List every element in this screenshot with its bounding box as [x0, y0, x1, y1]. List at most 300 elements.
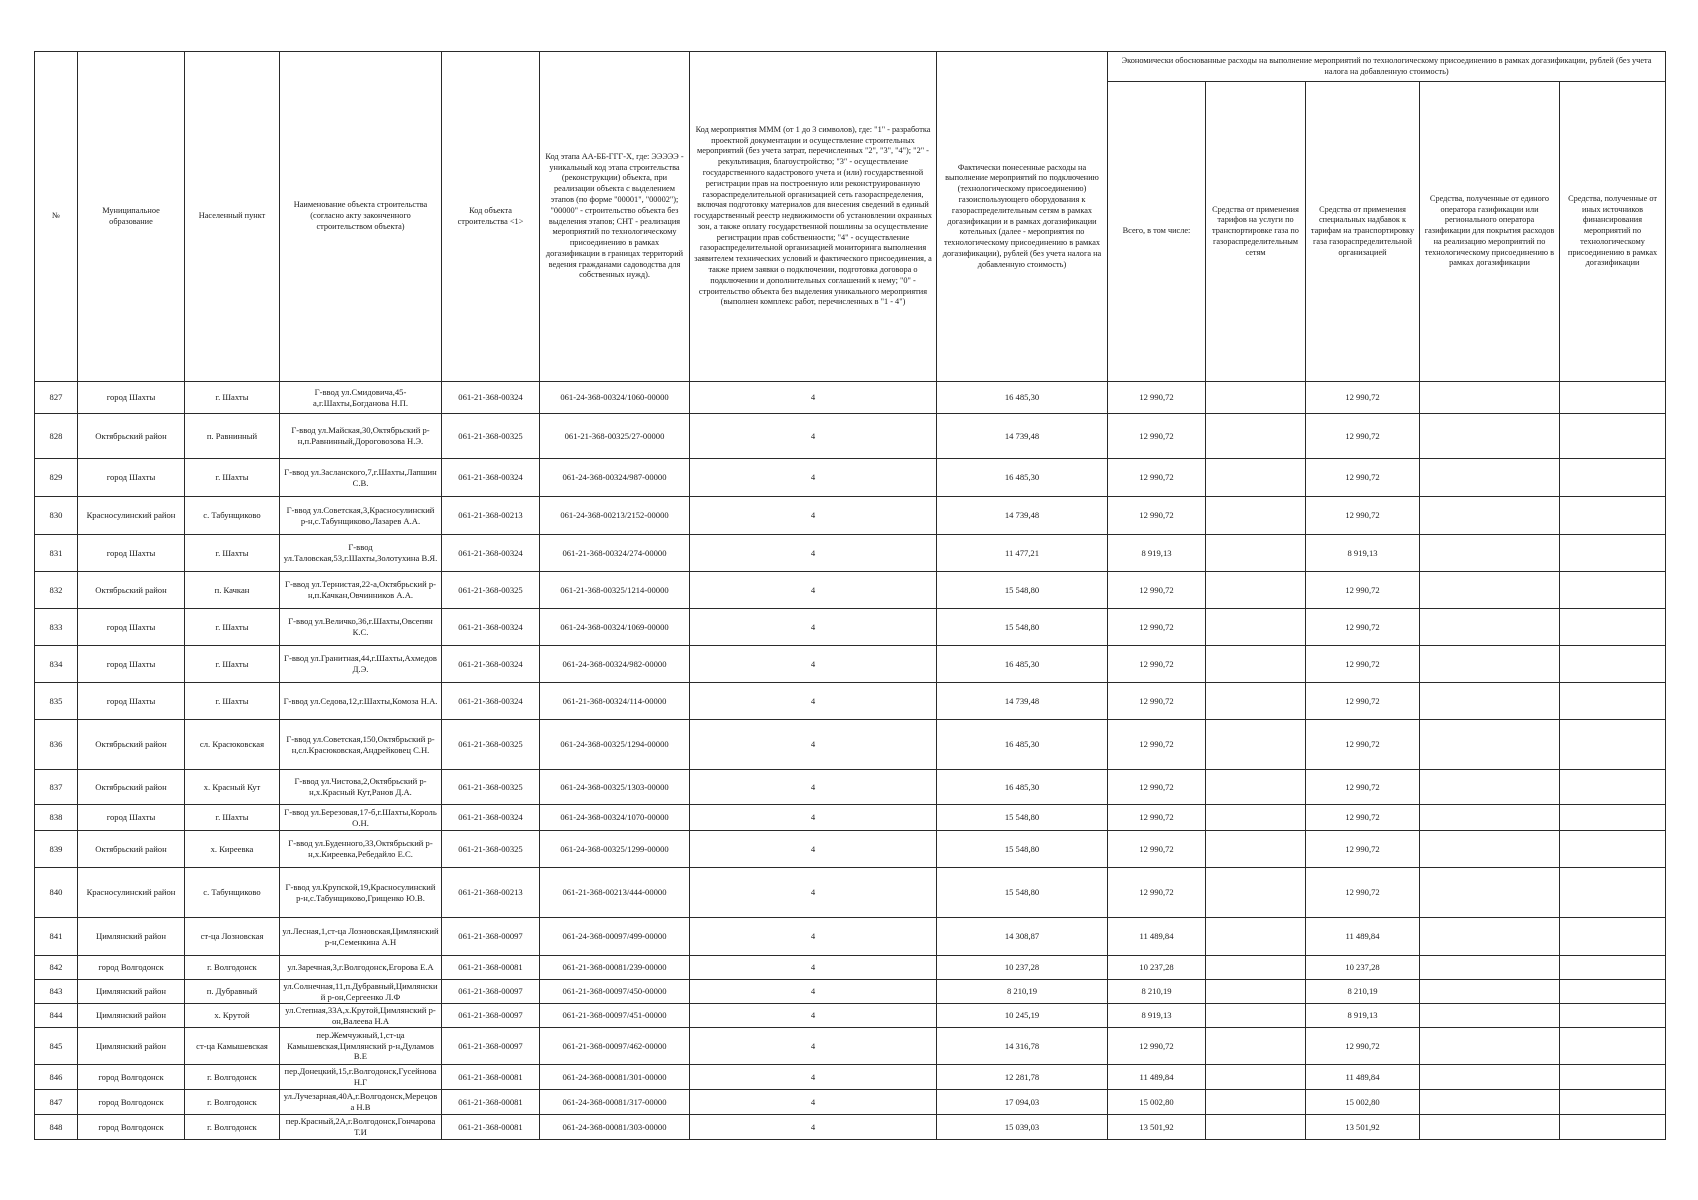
row-object-name: Г-ввод ул.Таловская,53,г.Шахты,Золотухина В.Я.: [280, 535, 442, 572]
row-activity-code: 4: [690, 831, 937, 868]
row-from-other: [1560, 956, 1666, 980]
row-object-code: 061-21-368-00097: [442, 918, 540, 956]
row-stage-code: 061-21-368-00325/27-00000: [540, 414, 690, 459]
row-settlement: г. Волгодонск: [185, 1115, 280, 1140]
row-settlement: х. Крутой: [185, 1004, 280, 1028]
row-number: 836: [35, 720, 78, 770]
row-from-operator: [1420, 918, 1560, 956]
row-actual-costs: 14 308,87: [937, 918, 1108, 956]
header-total: Всего, в том числе:: [1108, 82, 1206, 382]
row-from-operator: [1420, 720, 1560, 770]
row-object-code: 061-21-368-00324: [442, 535, 540, 572]
row-object-code: 061-21-368-00325: [442, 770, 540, 805]
row-stage-code: 061-21-368-00097/450-00000: [540, 980, 690, 1004]
row-activity-code: 4: [690, 805, 937, 831]
row-number: 848: [35, 1115, 78, 1140]
row-from-tariffs: [1206, 720, 1306, 770]
row-total: 12 990,72: [1108, 646, 1206, 683]
row-total: 12 990,72: [1108, 770, 1206, 805]
row-total: 15 002,80: [1108, 1090, 1206, 1115]
row-from-operator: [1420, 572, 1560, 609]
row-stage-code: 061-21-368-00097/462-00000: [540, 1028, 690, 1065]
row-settlement: п. Дубравный: [185, 980, 280, 1004]
row-municipality: город Шахты: [78, 646, 185, 683]
row-from-other: [1560, 609, 1666, 646]
row-number: 831: [35, 535, 78, 572]
row-total: 12 990,72: [1108, 609, 1206, 646]
row-stage-code: 061-24-368-00081/301-00000: [540, 1065, 690, 1090]
row-object-code: 061-21-368-00324: [442, 609, 540, 646]
row-number: 846: [35, 1065, 78, 1090]
row-activity-code: 4: [690, 1065, 937, 1090]
row-actual-costs: 14 316,78: [937, 1028, 1108, 1065]
row-from-other: [1560, 868, 1666, 918]
row-activity-code: 4: [690, 1115, 937, 1140]
row-stage-code: 061-24-368-00081/303-00000: [540, 1115, 690, 1140]
table-row: [35, 459, 1666, 497]
row-object-code: 061-21-368-00325: [442, 414, 540, 459]
table-row: [35, 868, 1666, 918]
row-settlement: г. Шахты: [185, 805, 280, 831]
row-number: 847: [35, 1090, 78, 1115]
table-row: [35, 980, 1666, 1004]
row-object-name: Г-ввод ул.Буденного,33,Октябрьский р-н,х.Киреевка,Ребедайло Е.С.: [280, 831, 442, 868]
row-actual-costs: 11 477,21: [937, 535, 1108, 572]
table-row: [35, 831, 1666, 868]
row-from-surcharges: 12 990,72: [1306, 868, 1420, 918]
row-settlement: сл. Красюковская: [185, 720, 280, 770]
row-stage-code: 061-24-368-00324/1060-00000: [540, 382, 690, 414]
row-actual-costs: 16 485,30: [937, 459, 1108, 497]
row-activity-code: 4: [690, 535, 937, 572]
row-municipality: Октябрьский район: [78, 831, 185, 868]
row-object-name: Г-ввод ул.Смидовича,45-а,г.Шахты,Богданова Н.П.: [280, 382, 442, 414]
row-settlement: г. Шахты: [185, 459, 280, 497]
row-from-other: [1560, 980, 1666, 1004]
row-actual-costs: 15 548,80: [937, 831, 1108, 868]
row-object-code: 061-21-368-00081: [442, 1115, 540, 1140]
row-municipality: Цимлянский район: [78, 918, 185, 956]
row-number: 828: [35, 414, 78, 459]
row-municipality: Октябрьский район: [78, 770, 185, 805]
row-number: 834: [35, 646, 78, 683]
row-municipality: Октябрьский район: [78, 414, 185, 459]
row-from-operator: [1420, 382, 1560, 414]
row-municipality: Октябрьский район: [78, 720, 185, 770]
row-actual-costs: 15 548,80: [937, 868, 1108, 918]
row-from-tariffs: [1206, 609, 1306, 646]
row-from-other: [1560, 1115, 1666, 1140]
row-from-operator: [1420, 683, 1560, 720]
row-stage-code: 061-21-368-00325/1214-00000: [540, 572, 690, 609]
row-number: 838: [35, 805, 78, 831]
row-total: 8 919,13: [1108, 535, 1206, 572]
row-activity-code: 4: [690, 1090, 937, 1115]
row-from-tariffs: [1206, 1004, 1306, 1028]
row-actual-costs: 16 485,30: [937, 382, 1108, 414]
row-object-name: Г-ввод ул.Величко,36,г.Шахты,Овсепян К.С.: [280, 609, 442, 646]
row-from-operator: [1420, 459, 1560, 497]
row-number: 844: [35, 1004, 78, 1028]
row-municipality: Цимлянский район: [78, 1004, 185, 1028]
row-from-surcharges: 12 990,72: [1306, 572, 1420, 609]
row-from-operator: [1420, 1115, 1560, 1140]
row-settlement: г. Волгодонск: [185, 1090, 280, 1115]
row-activity-code: 4: [690, 572, 937, 609]
row-object-name: ул.Солнечная,11,п.Дубравный,Цимлянский р-он,Сергеенко Л.Ф: [280, 980, 442, 1004]
row-number: 830: [35, 497, 78, 535]
row-object-code: 061-21-368-00325: [442, 720, 540, 770]
row-settlement: ст-ца Лозновская: [185, 918, 280, 956]
row-stage-code: 061-21-368-00324/274-00000: [540, 535, 690, 572]
table-row: [35, 609, 1666, 646]
row-municipality: город Шахты: [78, 535, 185, 572]
row-from-operator: [1420, 1004, 1560, 1028]
row-stage-code: 061-21-368-00097/451-00000: [540, 1004, 690, 1028]
row-object-code: 061-21-368-00213: [442, 497, 540, 535]
row-from-surcharges: 12 990,72: [1306, 459, 1420, 497]
row-municipality: Цимлянский район: [78, 1028, 185, 1065]
row-from-tariffs: [1206, 918, 1306, 956]
row-activity-code: 4: [690, 497, 937, 535]
row-object-code: 061-21-368-00097: [442, 980, 540, 1004]
row-from-other: [1560, 683, 1666, 720]
row-settlement: п. Равнинный: [185, 414, 280, 459]
row-municipality: город Шахты: [78, 609, 185, 646]
row-from-tariffs: [1206, 956, 1306, 980]
row-municipality: город Шахты: [78, 459, 185, 497]
row-from-other: [1560, 831, 1666, 868]
row-object-code: 061-21-368-00213: [442, 868, 540, 918]
row-total: 11 489,84: [1108, 918, 1206, 956]
row-number: 832: [35, 572, 78, 609]
row-from-tariffs: [1206, 572, 1306, 609]
row-from-operator: [1420, 831, 1560, 868]
row-total: 12 990,72: [1108, 831, 1206, 868]
row-activity-code: 4: [690, 459, 937, 497]
table-row: [35, 683, 1666, 720]
row-total: 12 990,72: [1108, 805, 1206, 831]
row-object-name: Г-ввод ул.Засланского,7,г.Шахты,Лапшин С.В.: [280, 459, 442, 497]
row-number: 835: [35, 683, 78, 720]
row-activity-code: 4: [690, 918, 937, 956]
row-activity-code: 4: [690, 868, 937, 918]
row-from-surcharges: 15 002,80: [1306, 1090, 1420, 1115]
row-municipality: город Шахты: [78, 382, 185, 414]
table-row: [35, 382, 1666, 414]
table-row: [35, 535, 1666, 572]
header-object-name: Наименование объекта строительства (согласно акту законченного строительством объекта): [280, 52, 442, 382]
row-actual-costs: 14 739,48: [937, 683, 1108, 720]
row-settlement: х. Красный Кут: [185, 770, 280, 805]
row-activity-code: 4: [690, 720, 937, 770]
row-object-name: Г-ввод ул.Березовая,17-б,г.Шахты,Король О.Н.: [280, 805, 442, 831]
header-object-code: Код объекта строительства <1>: [442, 52, 540, 382]
row-total: 12 990,72: [1108, 414, 1206, 459]
row-stage-code: 061-24-368-00325/1303-00000: [540, 770, 690, 805]
row-from-other: [1560, 805, 1666, 831]
row-stage-code: 061-21-368-00081/239-00000: [540, 956, 690, 980]
header-actual-costs: Фактически понесенные расходы на выполнение мероприятий по подключению (технологическому присоединению) газоиспользующего оборудования к газораспределительным сетям в рамках догазификации и в рамках догазификации котельных (далее - мероприятия по технологическому присоединению в рамках догазификации), рублей (без учета налога на добавленную стоимость): [937, 52, 1108, 382]
row-object-code: 061-21-368-00324: [442, 459, 540, 497]
row-from-surcharges: 12 990,72: [1306, 609, 1420, 646]
row-stage-code: 061-24-368-00325/1299-00000: [540, 831, 690, 868]
row-municipality: Октябрьский район: [78, 572, 185, 609]
row-from-surcharges: 12 990,72: [1306, 382, 1420, 414]
row-stage-code: 061-24-368-00324/982-00000: [540, 646, 690, 683]
row-from-surcharges: 12 990,72: [1306, 414, 1420, 459]
row-total: 10 237,28: [1108, 956, 1206, 980]
row-stage-code: 061-24-368-00324/987-00000: [540, 459, 690, 497]
row-from-other: [1560, 646, 1666, 683]
row-from-surcharges: 8 210,19: [1306, 980, 1420, 1004]
row-from-tariffs: [1206, 1065, 1306, 1090]
row-from-surcharges: 8 919,13: [1306, 535, 1420, 572]
row-from-other: [1560, 720, 1666, 770]
row-total: 12 990,72: [1108, 683, 1206, 720]
header-from-other: Средства, полученные от иных источников финансирования мероприятий по технологическому присоединению в рамках догазификации: [1560, 82, 1666, 382]
header-stage-code: Код этапа АА-ББ-ГГГ-Х, где: ЭЭЭЭЭ - уникальный код этапа строительства (реконструкции) объекта, при реализации объекта с выделением этапов (по форме "00001", "00002"); "00000" - строительство объекта без выделения этапов; СНТ - реализация мероприятий по технологическому присоединению в рамках догазификации в границах территорий ведения гражданами садоводства для собственных нужд).: [540, 52, 690, 382]
row-number: 827: [35, 382, 78, 414]
row-settlement: г. Шахты: [185, 646, 280, 683]
row-activity-code: 4: [690, 646, 937, 683]
row-from-operator: [1420, 1065, 1560, 1090]
row-number: 833: [35, 609, 78, 646]
row-object-name: Г-ввод ул.Гранитная,44,г.Шахты,Ахмедов Д.Э.: [280, 646, 442, 683]
table-row: [35, 770, 1666, 805]
row-activity-code: 4: [690, 1004, 937, 1028]
header-from-surcharges: Средства от применения специальных надбавок к тарифам на транспортировку газа газораспределительной организацией: [1306, 82, 1420, 382]
row-actual-costs: 15 548,80: [937, 609, 1108, 646]
row-from-operator: [1420, 609, 1560, 646]
row-object-name: пер.Красный,2А,г.Волгодонск,Гончарова Т.И: [280, 1115, 442, 1140]
row-from-tariffs: [1206, 535, 1306, 572]
row-settlement: п. Качкан: [185, 572, 280, 609]
row-settlement: х. Киреевка: [185, 831, 280, 868]
row-from-tariffs: [1206, 459, 1306, 497]
row-actual-costs: 10 237,28: [937, 956, 1108, 980]
row-total: 12 990,72: [1108, 459, 1206, 497]
row-from-tariffs: [1206, 868, 1306, 918]
row-activity-code: 4: [690, 980, 937, 1004]
row-stage-code: 061-24-368-00324/1069-00000: [540, 609, 690, 646]
row-total: 12 990,72: [1108, 720, 1206, 770]
row-from-other: [1560, 414, 1666, 459]
table-row: [35, 414, 1666, 459]
row-object-name: пер.Донецкий,15,г.Волгодонск,Гусейнова Н.Г: [280, 1065, 442, 1090]
row-total: 8 919,13: [1108, 1004, 1206, 1028]
table-row: [35, 1090, 1666, 1115]
row-total: 12 990,72: [1108, 382, 1206, 414]
row-from-other: [1560, 1065, 1666, 1090]
table-row: [35, 720, 1666, 770]
row-municipality: город Шахты: [78, 683, 185, 720]
row-from-operator: [1420, 980, 1560, 1004]
row-settlement: г. Шахты: [185, 683, 280, 720]
cost-table: [34, 51, 1666, 1140]
row-object-name: пер.Жемчужный,1,ст-ца Камышевская,Цимлянский р-н,Дуламов В.Е: [280, 1028, 442, 1065]
row-from-other: [1560, 770, 1666, 805]
row-municipality: город Волгодонск: [78, 956, 185, 980]
row-municipality: Цимлянский район: [78, 980, 185, 1004]
row-stage-code: 061-24-368-00325/1294-00000: [540, 720, 690, 770]
row-object-code: 061-21-368-00097: [442, 1004, 540, 1028]
row-stage-code: 061-21-368-00213/444-00000: [540, 868, 690, 918]
row-object-code: 061-21-368-00324: [442, 805, 540, 831]
row-from-operator: [1420, 770, 1560, 805]
row-from-other: [1560, 918, 1666, 956]
row-stage-code: 061-24-368-00324/1070-00000: [540, 805, 690, 831]
row-from-surcharges: 12 990,72: [1306, 805, 1420, 831]
row-settlement: с. Табунщиково: [185, 497, 280, 535]
row-from-tariffs: [1206, 1090, 1306, 1115]
row-from-operator: [1420, 497, 1560, 535]
row-actual-costs: 15 548,80: [937, 805, 1108, 831]
row-settlement: г. Шахты: [185, 535, 280, 572]
table-row: [35, 572, 1666, 609]
row-from-surcharges: 10 237,28: [1306, 956, 1420, 980]
row-from-other: [1560, 497, 1666, 535]
row-from-surcharges: 12 990,72: [1306, 770, 1420, 805]
row-settlement: г. Шахты: [185, 382, 280, 414]
header-settlement: Населенный пункт: [185, 52, 280, 382]
row-actual-costs: 14 739,48: [937, 497, 1108, 535]
row-object-name: Г-ввод ул.Седова,12,г.Шахты,Комоза Н.А.: [280, 683, 442, 720]
table-row: [35, 1028, 1666, 1065]
row-activity-code: 4: [690, 683, 937, 720]
table-row: [35, 1065, 1666, 1090]
row-settlement: с. Табунщиково: [185, 868, 280, 918]
header-from-tariffs: Средства от применения тарифов на услуги по транспортировке газа по газораспределительным сетям: [1206, 82, 1306, 382]
row-object-name: Г-ввод ул.Советская,150,Октябрьский р-н,сл.Красюковская,Андрейковец С.Н.: [280, 720, 442, 770]
row-object-name: Г-ввод ул.Крупской,19,Красносулинский р-н,с.Табунщиково,Грищенко Ю.В.: [280, 868, 442, 918]
row-actual-costs: 16 485,30: [937, 770, 1108, 805]
row-number: 840: [35, 868, 78, 918]
row-from-other: [1560, 1004, 1666, 1028]
row-from-tariffs: [1206, 1115, 1306, 1140]
row-stage-code: 061-21-368-00324/114-00000: [540, 683, 690, 720]
row-number: 829: [35, 459, 78, 497]
row-object-name: Г-ввод ул.Чистова,2,Октябрьский р-н,х.Красный Кут,Ранов Д.А.: [280, 770, 442, 805]
row-from-tariffs: [1206, 646, 1306, 683]
row-from-other: [1560, 382, 1666, 414]
row-total: 13 501,92: [1108, 1115, 1206, 1140]
row-object-code: 061-21-368-00081: [442, 1090, 540, 1115]
row-stage-code: 061-24-368-00097/499-00000: [540, 918, 690, 956]
row-from-operator: [1420, 956, 1560, 980]
row-actual-costs: 16 485,30: [937, 646, 1108, 683]
row-from-tariffs: [1206, 497, 1306, 535]
row-from-tariffs: [1206, 831, 1306, 868]
row-settlement: ст-ца Камышевская: [185, 1028, 280, 1065]
row-from-tariffs: [1206, 414, 1306, 459]
row-from-surcharges: 11 489,84: [1306, 1065, 1420, 1090]
row-from-operator: [1420, 414, 1560, 459]
row-object-name: Г-ввод ул.Советская,3,Красносулинский р-н,с.Табунщиково,Лазарев А.А.: [280, 497, 442, 535]
row-from-surcharges: 12 990,72: [1306, 1028, 1420, 1065]
row-object-code: 061-21-368-00325: [442, 831, 540, 868]
row-actual-costs: 15 039,03: [937, 1115, 1108, 1140]
row-from-operator: [1420, 868, 1560, 918]
row-from-surcharges: 12 990,72: [1306, 497, 1420, 535]
row-actual-costs: 17 094,03: [937, 1090, 1108, 1115]
row-activity-code: 4: [690, 382, 937, 414]
row-total: 11 489,84: [1108, 1065, 1206, 1090]
row-from-tariffs: [1206, 683, 1306, 720]
row-from-tariffs: [1206, 980, 1306, 1004]
row-from-operator: [1420, 646, 1560, 683]
row-total: 12 990,72: [1108, 572, 1206, 609]
row-total: 12 990,72: [1108, 497, 1206, 535]
row-activity-code: 4: [690, 770, 937, 805]
row-object-name: ул.Заречная,3,г.Волгодонск,Егорова Е.А: [280, 956, 442, 980]
row-from-surcharges: 12 990,72: [1306, 683, 1420, 720]
row-object-code: 061-21-368-00081: [442, 956, 540, 980]
row-actual-costs: 16 485,30: [937, 720, 1108, 770]
row-from-surcharges: 12 990,72: [1306, 720, 1420, 770]
row-stage-code: 061-24-368-00081/317-00000: [540, 1090, 690, 1115]
row-from-surcharges: 12 990,72: [1306, 646, 1420, 683]
row-from-operator: [1420, 1028, 1560, 1065]
row-number: 842: [35, 956, 78, 980]
row-from-surcharges: 13 501,92: [1306, 1115, 1420, 1140]
row-actual-costs: 12 281,78: [937, 1065, 1108, 1090]
row-from-tariffs: [1206, 1028, 1306, 1065]
row-municipality: город Волгодонск: [78, 1115, 185, 1140]
table-row: [35, 918, 1666, 956]
row-settlement: г. Шахты: [185, 609, 280, 646]
row-object-name: Г-ввод ул.Майская,30,Октябрьский р-н,п.Равнинный,Дороговозова Н.Э.: [280, 414, 442, 459]
table-row: [35, 805, 1666, 831]
row-from-other: [1560, 1090, 1666, 1115]
row-actual-costs: 10 245,19: [937, 1004, 1108, 1028]
row-object-code: 061-21-368-00097: [442, 1028, 540, 1065]
table-row: [35, 956, 1666, 980]
row-from-other: [1560, 572, 1666, 609]
row-municipality: город Волгодонск: [78, 1090, 185, 1115]
row-actual-costs: 15 548,80: [937, 572, 1108, 609]
row-object-code: 061-21-368-00324: [442, 683, 540, 720]
row-actual-costs: 8 210,19: [937, 980, 1108, 1004]
row-from-tariffs: [1206, 805, 1306, 831]
row-number: 845: [35, 1028, 78, 1065]
row-object-name: ул.Лучезарная,40А,г.Волгодонск,Мерецова Н.В: [280, 1090, 442, 1115]
table-row: [35, 1115, 1666, 1140]
row-actual-costs: 14 739,48: [937, 414, 1108, 459]
row-object-code: 061-21-368-00324: [442, 646, 540, 683]
row-total: 12 990,72: [1108, 868, 1206, 918]
row-number: 837: [35, 770, 78, 805]
row-from-surcharges: 12 990,72: [1306, 831, 1420, 868]
row-activity-code: 4: [690, 1028, 937, 1065]
row-object-code: 061-21-368-00325: [442, 572, 540, 609]
row-activity-code: 4: [690, 609, 937, 646]
header-econ-group: Экономически обоснованные расходы на выполнение мероприятий по технологическому присоединению в рамках догазификации, рублей (без учета налога на добавленную стоимость): [1108, 52, 1666, 82]
row-from-tariffs: [1206, 770, 1306, 805]
table-row: [35, 497, 1666, 535]
row-from-surcharges: 8 919,13: [1306, 1004, 1420, 1028]
header-municipality: Муниципальное образование: [78, 52, 185, 382]
header-num: №: [35, 52, 78, 382]
row-from-other: [1560, 1028, 1666, 1065]
row-settlement: г. Волгодонск: [185, 1065, 280, 1090]
row-settlement: г. Волгодонск: [185, 956, 280, 980]
row-municipality: Красносулинский район: [78, 868, 185, 918]
row-total: 8 210,19: [1108, 980, 1206, 1004]
row-from-operator: [1420, 805, 1560, 831]
row-from-operator: [1420, 1090, 1560, 1115]
row-activity-code: 4: [690, 956, 937, 980]
